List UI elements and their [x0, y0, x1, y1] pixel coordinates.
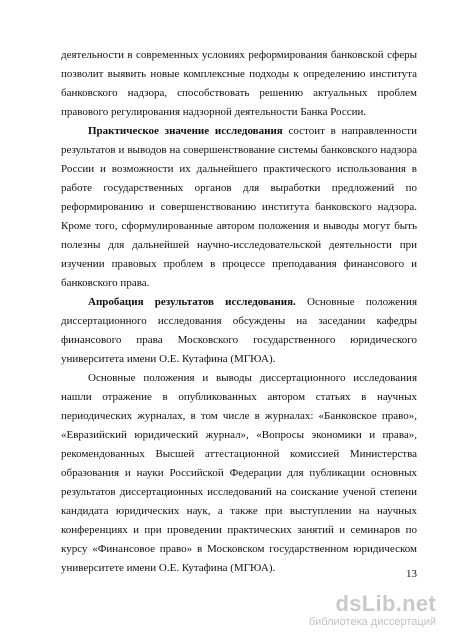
paragraph-practical-significance	[61, 122, 417, 293]
watermark-tagline: библиотека диссертаций	[308, 616, 436, 628]
watermark-logo: dsLib.net	[335, 591, 436, 616]
approbation-text: Основные положения диссертационного исследования обсуждены на заседании кафедры финансового права Московского государственного юридического университета имени О.Е. Кутафина (МГЮА).	[61, 296, 417, 365]
approbation-heading: Апробация результатов исследования.	[88, 296, 296, 308]
document-body	[61, 46, 417, 578]
paragraph-publications: Основные положения и выводы диссертационного исследования нашли отражение в опубликованных автором статьях в научных периодических журналах, в том числе в журналах: «Банковское право», «Евразийский юридический журнал», «Вопросы экономики и права», рекомендованных Высшей аттестационной комиссией Министерства образования и науки Российской Федерации для публикации основных результатов диссертационных исследований на соискание ученой степени кандидата юридических наук, а также при выступлении на научных конференциях и при проведении практических занятий и семинаров по курсу «Финансовое право» в Московском государственном юридическом университете имени О.Е. Кутафина (МГЮА).	[61, 372, 417, 574]
practical-significance-text: состоит в направленности результатов и выводов на совершенствование системы банковского надзора России и возможности их дальнейшего практического использования в работе государственных органов для выработки предложений по реформированию и совершенствованию института банковского надзора. Кроме того, сформулированные автором положения и выводы могут быть полезны для дальнейшей научно-исследовательской деятельности при изучении правовых проблем в процессе преподавания финансового и банковского права.	[61, 125, 417, 289]
practical-significance-heading: Практическое значение исследования	[88, 125, 283, 137]
paragraph-approbation	[61, 293, 417, 369]
paragraph-continuation: деятельности в современных условиях реформирования банковской сферы позволит выявить новые комплексные подходы к определению института банковского надзора, способствовать решению актуальных проблем правового регулирования надзорной деятельности Банка России.	[61, 49, 417, 118]
watermark	[296, 593, 436, 629]
page-number: 13	[406, 568, 417, 580]
